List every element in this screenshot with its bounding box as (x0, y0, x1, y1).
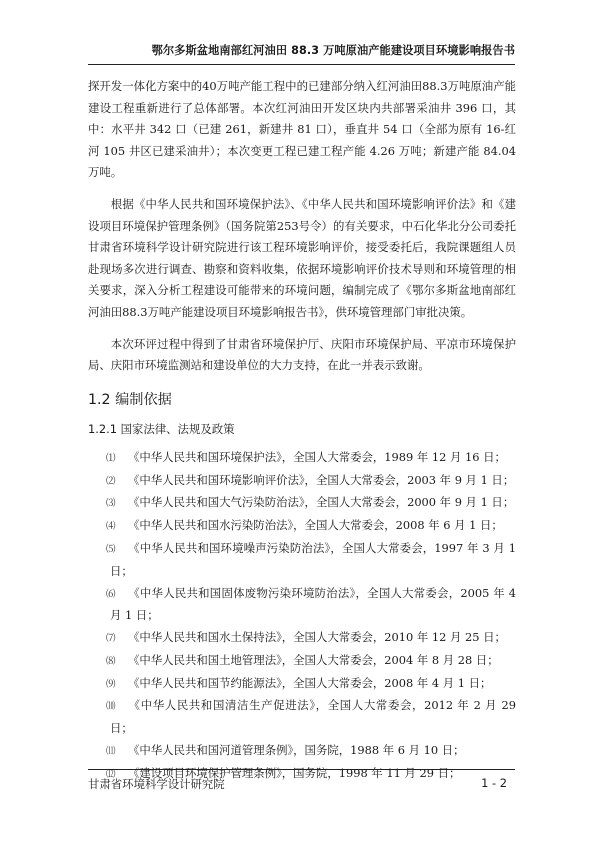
list-item (88, 470, 516, 493)
list-item (88, 515, 516, 538)
list-text: 《中华人民共和国环境保护法》，全国人大常委会，1989 年 12 月 16 日； (128, 449, 506, 464)
header-title: 鄂尔多斯盆地南部红河油田 88.3 万吨原油产能建设项目环境影响报告书 (151, 44, 515, 57)
list-number: ⑺ (106, 633, 116, 645)
list-number: ⑸ (106, 543, 116, 555)
list-text: 《中华人民共和国环境噪声污染防治法》，全国人大常委会，1997 年 3 月 1 日； (110, 540, 516, 578)
page-footer (88, 769, 515, 790)
list-number: ⑷ (106, 521, 116, 533)
list-number: ⑴ (106, 452, 116, 464)
list-number: ⑽ (106, 701, 116, 713)
section-heading: 1.2 编制依据 (88, 391, 172, 408)
list-item (88, 492, 516, 515)
paragraph-acknowledgement: 本次环评过程中得到了甘肃省环境保护厅、庆阳市环境保护局、平凉市环境保护局、庆阳市环境监测站和建设单位的大力支持，在此一并表示致谢。 (88, 336, 516, 373)
list-text: 《中华人民共和国河道管理条例》，国务院，1988 年 6 月 10 日； (128, 743, 465, 758)
list-item (88, 583, 516, 628)
list-number: ⑶ (106, 498, 116, 510)
list-item (88, 650, 516, 673)
list-text: 《中华人民共和国大气污染防治法》，全国人大常委会，2000 年 9 月 1 日； (128, 495, 515, 510)
list-item (88, 538, 516, 583)
list-item (88, 740, 516, 763)
footer-organization: 甘肃省环境科学设计研究院 (88, 777, 225, 791)
list-item (88, 673, 516, 696)
list-text: 《建设项目环境保护管理条例》，国务院，1998 年 11 月 29 日； (128, 765, 461, 780)
list-text: 《中华人民共和国固体废物污染环境防治法》，全国人大常委会，2005 年 4 月 1 日； (110, 585, 516, 623)
list-item (88, 447, 516, 470)
paragraph-continuation: 探开发一体化方案中的40万吨产能工程中的已建部分纳入红河油田88.3万吨原油产能建设工程重新进行了总体部署。本次红河油田开发区块内共部署采油井 396 口，其中：水平井 342 口（已建 261，新建井 81 口），垂直井 54 口（全部为原有 16-红河 105 井区已建采油井）；本次变更工程已建工程产能 4.26 万吨；新建产能 84.04 万吨。 (88, 79, 516, 180)
page-body (88, 76, 516, 786)
page-header (88, 36, 515, 65)
list-text: 《中华人民共和国环境影响评价法》，全国人大常委会，2003 年 9 月 1 日； (128, 472, 515, 487)
list-text: 《中华人民共和国水污染防治法》，全国人大常委会，2008 年 6 月 1 日； (128, 518, 503, 533)
list-text: 《中华人民共和国节约能源法》，全国人大常委会，2008 年 4 月 1 日； (128, 675, 492, 690)
law-list (88, 447, 516, 786)
list-text: 《中华人民共和国清洁生产促进法》，全国人大常委会，2012 年 2 月 29 日； (110, 698, 516, 736)
list-item (88, 695, 516, 740)
paragraph-commission: 根据《中华人民共和国环境保护法》、《中华人民共和国环境影响评价法》和《建设项目环境保护管理条例》（国务院第253号令）的有关要求，中石化华北分公司委托甘肃省环境科学设计研究院进行该工程环境影响评价，接受委托后，我院课题组人员赴现场多次进行调查、勘察和资料收集，依据环境影响评价技术导则和环境管理的相关要求，深入分析工程建设可能带来的环境问题，编制完成了《鄂尔多斯盆地南部红河油田88.3万吨产能建设项目环境影响报告书》，供环境管理部门审批决策。 (88, 196, 516, 319)
list-number: ⑹ (106, 588, 116, 600)
list-number: ⑵ (106, 475, 116, 487)
subsection-heading: 1.2.1 国家法律、法规及政策 (88, 421, 235, 436)
list-number: ⑻ (106, 655, 116, 667)
list-item (88, 627, 516, 650)
page-number: 1 - 2 (481, 776, 507, 790)
list-number: ⑼ (106, 678, 116, 690)
list-number: ⑾ (106, 746, 116, 758)
list-number: ⑿ (106, 768, 116, 780)
list-text: 《中华人民共和国水土保持法》，全国人大常委会，2010 年 12 月 25 日； (128, 630, 506, 645)
list-text: 《中华人民共和国土地管理法》，全国人大常委会，2004 年 8 月 28 日； (128, 652, 499, 667)
